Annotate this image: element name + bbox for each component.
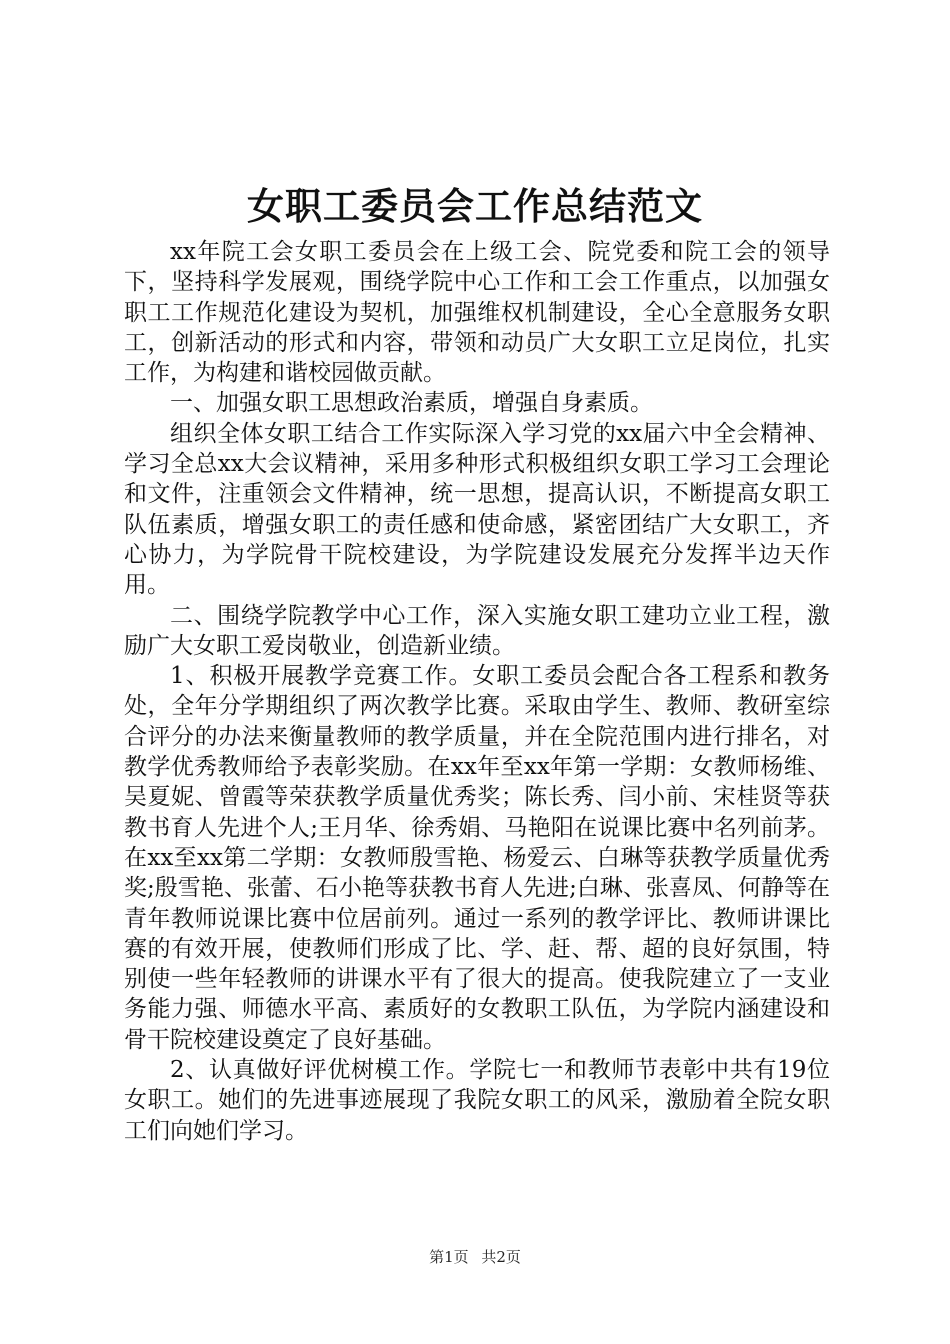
page-footer <box>0 1247 950 1267</box>
document-body <box>124 237 830 1146</box>
paragraph-item-2: 2、认真做好评优树模工作。学院七一和教师节表彰中共有19位女职工。她们的先进事迹展现了我院女职工的风采，激励着全院女职工们向她们学习。 <box>124 1057 830 1144</box>
paragraph-item-1: 1、积极开展教学竞赛工作。女职工委员会配合各工程系和教务处，全年分学期组织了两次教学比赛。采取由学生、教师、教研室综合评分的办法来衡量教师的教学质量，并在全院范围内进行排名，对教学优秀教师给予表彰奖励。在xx年至xx年第一学期：女教师杨维、吴夏妮、曾霞等荣获教学质量优秀奖；陈长秀、闫小前、宋桂贤等获教书育人先进个人;王月华、徐秀娟、马艳阳在说课比赛中名列前茅。在xx至xx第二学期：女教师殷雪艳、杨爱云、白琳等获教学质量优秀奖;殷雪艳、张蕾、石小艳等获教书育人先进;白琳、张喜凤、何静等在青年教师说课比赛中位居前列。通过一系列的教学评比、教师讲课比赛的有效开展，使教师们形成了比、学、赶、帮、超的良好氛围，特别使一些年轻教师的讲课水平有了很大的提高。使我院建立了一支业务能力强、师德水平高、素质好的女教职工队伍，为学院内涵建设和骨干院校建设奠定了良好基础。 <box>124 663 830 1053</box>
document-title: 女职工委员会工作总结范文 <box>247 184 703 228</box>
paragraph-intro: xx年院工会女职工委员会在上级工会、院党委和院工会的领导下，坚持科学发展观，围绕学院中心工作和工会工作重点，以加强女职工工作规范化建设为契机，加强维权机制建设，全心全意服务女职工，创新活动的形式和内容，带领和动员广大女职工立足岗位，扎实工作，为构建和谐校园做贡献。 <box>124 239 830 387</box>
page-number: 第1页 <box>429 1248 469 1266</box>
page-total: 共2页 <box>481 1248 521 1266</box>
section-heading-1: 一、加强女职工思想政治素质，增强自身素质。 <box>170 390 653 417</box>
section-heading-2: 二、围绕学院教学中心工作，深入实施女职工建功立业工程，激励广大女职工爱岗敬业，创造新业绩。 <box>124 602 830 659</box>
paragraph-section-1: 组织全体女职工结合工作实际深入学习党的xx届六中全会精神、学习全总xx大会议精神，采用多种形式积极组织女职工学习工会理论和文件，注重领会文件精神，统一思想，提高认识，不断提高女职工队伍素质，增强女职工的责任感和使命感，紧密团结广大女职工，齐心协力，为学院骨干院校建设，为学院建设发展充分发挥半边天作用。 <box>124 420 830 599</box>
